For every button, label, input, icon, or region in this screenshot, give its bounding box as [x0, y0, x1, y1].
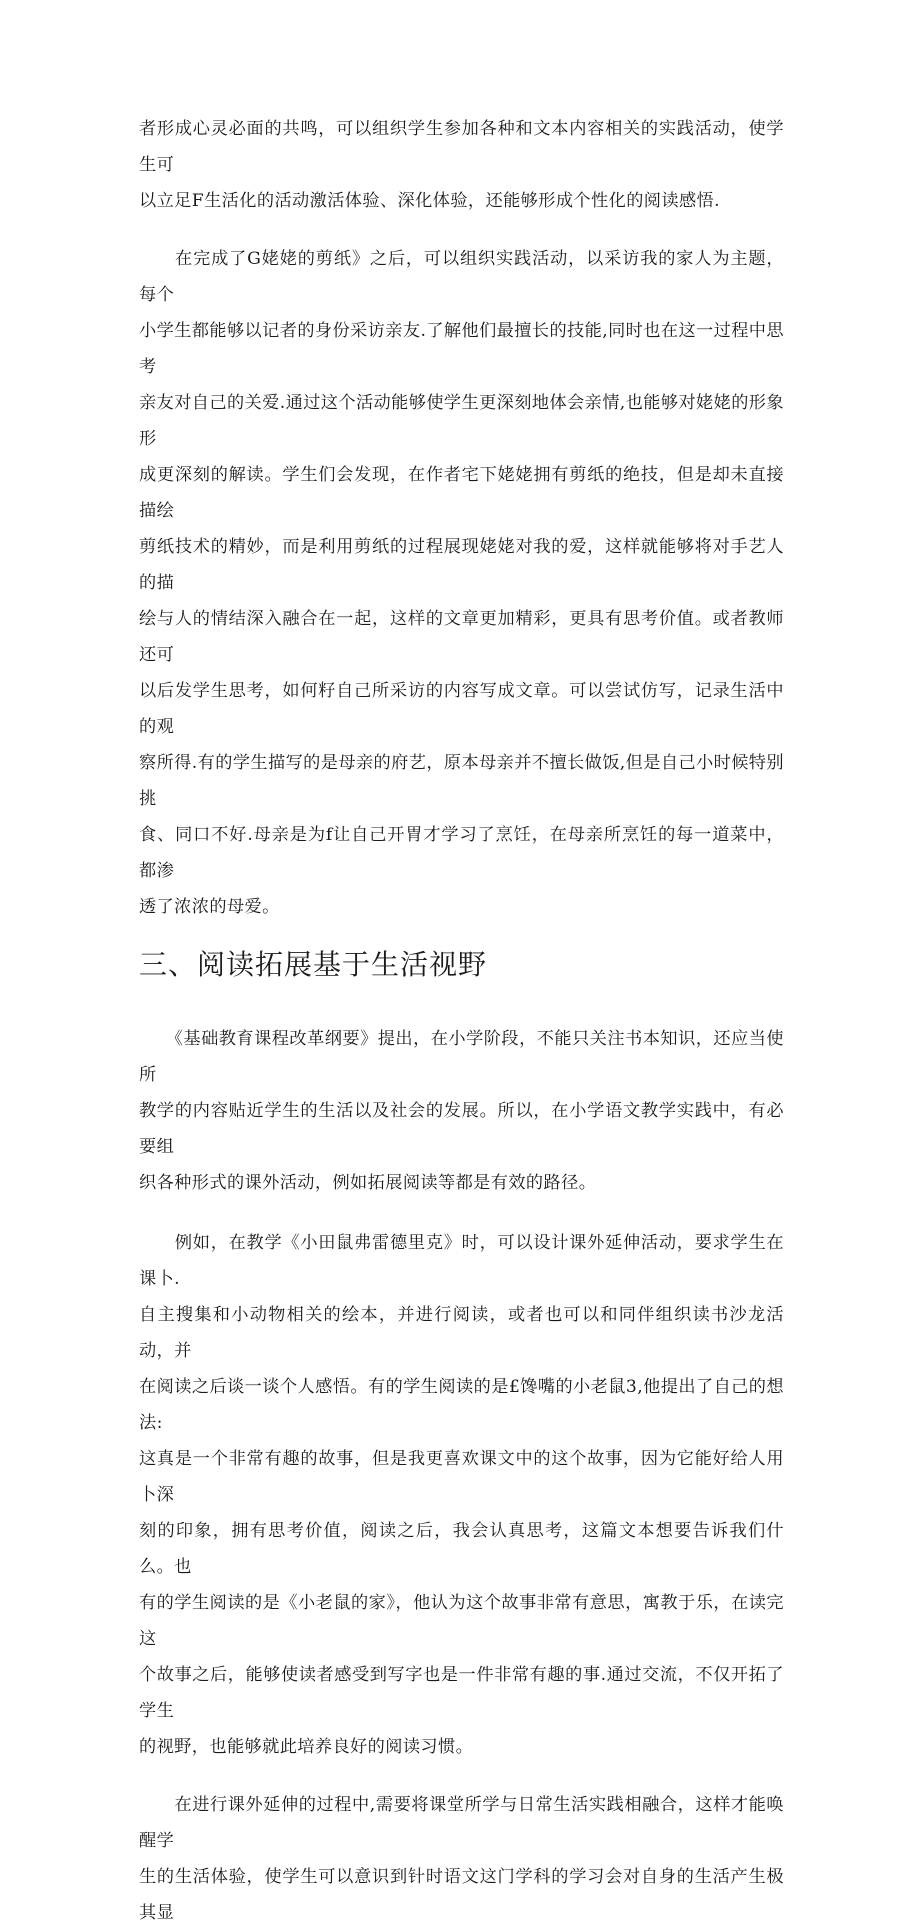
section-heading: 三、阅读拓展基于生活视野: [139, 948, 488, 981]
body-paragraph-2: 在完成了G姥姥的剪纸》之后，可以组织实践活动，以采访我的家人为主题，每个 小学生都能够以记者的身份采访亲友.了解他们最擅长的技能,同时也在这一过程中思考 亲友对自己的关爱.通过这个活动能够使学生更深刻地体会亲情,也能够对姥姥的形象形 成更深刻的解读。学生们会发现，在作者宅下姥姥拥有剪纸的绝技，但是却未直接描绘 剪纸技术的精妙，而是利用剪纸的过程展现姥姥对我的爱，这样就能够将对手艺人的描 绘与人的情结深入融合在一起，这样的文章更加精彩，更具有思考价值。或者教师还可 以后发学生思考，如何籽自己所采访的内容写成文章。可以尝试仿写，记录生活中的观 察所得.有的学生描写的是母亲的府艺，原本母亲并不擅长做饭,但是自己小时候特别挑 食、同口不好.母亲是为f让自己开胃才学习了烹饪，在母亲所烹饪的每一道菜中，都渗 透了浓浓的母爱。: [139, 249, 784, 917]
body-paragraph-1: 者形成心灵必面的共鸣，可以组织学生参加各种和文本内容相关的实践活动，使学生可 以立足F生活化的活动激活体验、深化体验，还能够形成个性化的阅读感悟.: [139, 119, 784, 211]
body-paragraph-5: 在进行课外延伸的过程中,需要将课堂所学与日常生活实践相融合，这样才能唤醒学 生的生活体验，使学生可以意识到针时语文这门学科的学习会对自身的生活产生极其显: [139, 1795, 784, 1923]
body-paragraph-4: 例如，在教学《小田鼠弗雷德里克》时，可以设计课外延伸活动，要求学生在课卜. 自主搜集和小动物相关的绘本，并进行阅读，或者也可以和同伴组织读书沙龙活动，并 在阅读之后谈一谈个人感悟。有的学生阅读的是£馋嘴的小老鼠3,他提出了自己的想法: 这真是一个非常有趣的故事，但是我更喜欢课文中的这个故事，因为它能好给人用卜深 刻的印象，拥有思考价值，阅读之后，我会认真思考，这篇文本想要告诉我们什么。也 有的学生阅读的是《小老鼠的家》，他认为这个故事非常有意思，寓教于乐，在读完这 个故事之后，能够使读者感受到写字也是一件非常有趣的事.通过交流，不仅开拓了学生 的视野，也能够就此培养良好的阅读习惯。: [139, 1233, 784, 1757]
body-paragraph-3: 《基础教育课程改革纲要》提出，在小学阶段，不能只关注书本知识，还应当使所 教学的内容贴近学生的生活以及社会的发展。所以，在小学语文教学实践中，有必要组 织各种形式的课外活动，例如拓展阅读等都是有效的路径。: [139, 1029, 784, 1193]
